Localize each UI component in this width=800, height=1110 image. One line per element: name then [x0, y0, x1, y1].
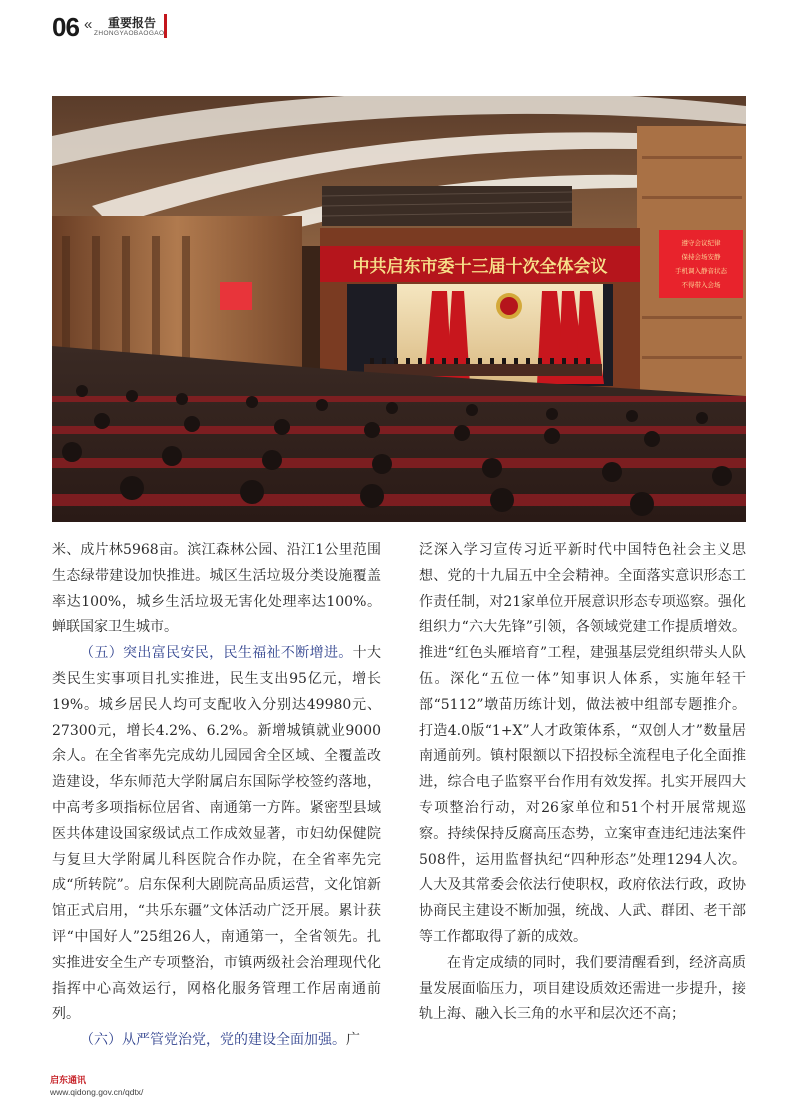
text-column-left	[52, 538, 381, 1054]
chevron-icon: «	[84, 16, 93, 33]
header-accent-bar	[164, 14, 167, 38]
page-number: 06	[52, 12, 79, 42]
subsection-heading: （五）突出富民安民，民生福祉不断增进。	[80, 645, 353, 662]
screen-line-3: 手机调入静音状态	[675, 267, 727, 275]
paragraph: 在肯定成绩的同时，我们要清醒看到，经济高质量发展面临压力，项目建设质效还需进一步提升，接轨上海、融入长三角的水平和层次还不高；	[419, 954, 746, 1023]
screen-line-2: 保持会场安静	[681, 253, 721, 261]
photo-banner-text: 中共启东市委十三届十次全体会议	[352, 257, 608, 277]
footer-brand: 启东通讯	[50, 1076, 87, 1086]
subsection-heading: （六）从严管党治党，党的建设全面加强。	[80, 1032, 346, 1049]
paragraph	[52, 641, 381, 1028]
footer-url[interactable]: www.qidong.gov.cn/qdtx/	[50, 1087, 144, 1097]
paragraph-body: 广	[346, 1032, 360, 1049]
section-pinyin: ZHONGYAOBAOGAO	[94, 30, 165, 37]
paragraph: 米、成片林5968亩。滨江森林公园、沿江1公里范围生态绿带建设加快推进。城区生活垃圾分类设施覆盖率达100%，城乡生活垃圾无害化处理率达100%。蝉联国家卫生城市。	[52, 542, 381, 636]
text-column-right	[419, 538, 746, 1028]
paragraph: 泛深入学习宣传习近平新时代中国特色社会主义思想、党的十九届五中全会精神。全面落实意识形态工作责任制，对21家单位开展意识形态专项巡察。强化组织力“六大先锋”引领，各领域党建工作提质增效。推进“红色头雁培育”工程，建强基层党组织带头人队伍。深化“五位一体”知事识人体系，实施年轻干部“5112”墩苗历练计划，做法被中组部专题推介。打造4.0版“1+X”人才政策体系，“双创人才”数量居南通前列。镇村限额以下招投标全流程电子化全面推进，综合电子监察平台作用有效发挥。扎实开展四大专项整治行动，对26家单位和51个村开展常规巡察。持续保持反腐高压态势，立案审查违纪违法案件508件，运用监督执纪“四种形态”处理1294人次。人大及其常委会依法行使职权，政府依法行政，政协协商民主建设不断加强，统战、人武、群团、老干部等工作都取得了新的成效。	[419, 542, 746, 945]
paragraph-body: 十大类民生实事项目扎实推进，民生支出95亿元，增长19%。城乡居民人均可支配收入分别达49980元、27300元，增长4.2%、6.2%。新增城镇就业9000余人。在全省率先完成幼儿园园舍全区域、全覆盖改造建设，华东师范大学附属启东国际学校签约落地，中高考多项指标位居省、南通第一方阵。紧密型县域医共体建设国家级试点工作成效显著，市妇幼保健院与复旦大学附属儿科医院合作办院，在全省率先完成“所转院”。启东保利大剧院高品质运营，文化馆新馆正式启用，“共乐东疆”文体活动广泛开展。累计获评“中国好人”25组26人，南通第一，全省领先。扎实推进安全生产专项整治，市镇两级社会治理现代化指挥中心高效运行，网格化服务管理工作居南通前列。	[52, 645, 382, 1023]
conference-photo	[52, 96, 746, 522]
screen-line-4: 不得带入会场	[681, 281, 721, 289]
screen-line-1: 遵守会议纪律	[681, 239, 721, 247]
section-title: 重要报告	[108, 16, 157, 30]
paragraph	[52, 1028, 381, 1054]
